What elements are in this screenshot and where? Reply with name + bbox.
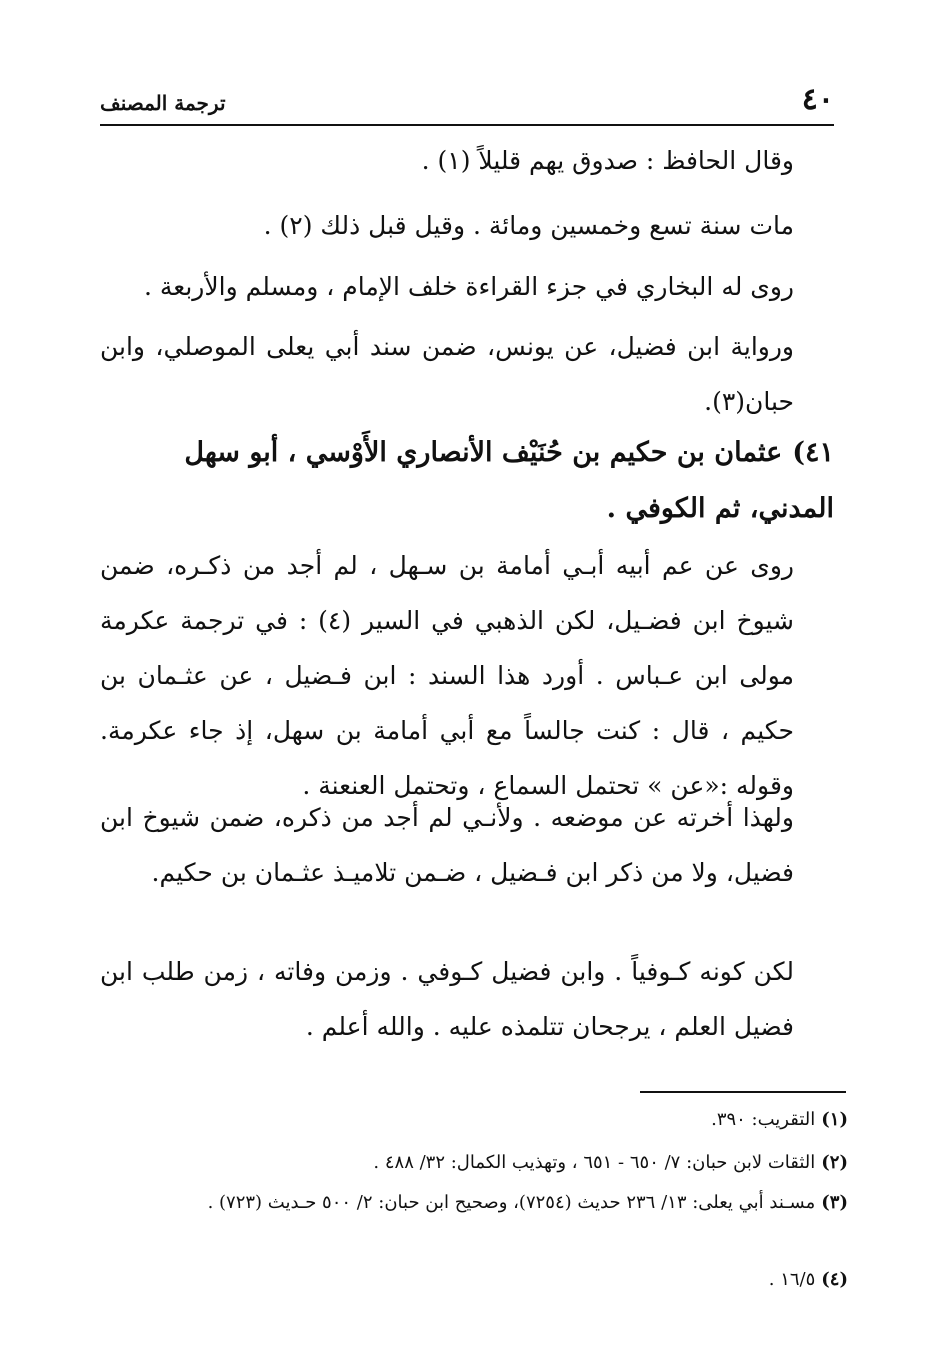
entry-heading xyxy=(100,425,834,537)
entry-number: ٤١) xyxy=(792,437,834,468)
footnote-3 xyxy=(100,1185,848,1221)
footnote-number: (٢) xyxy=(821,1152,848,1173)
running-title: ترجمة المصنف xyxy=(100,91,226,115)
footnote-text: مسـند أبي يعلى: ١٣/ ٢٣٦ حديث (٧٢٥٤)، وصحيح ابن حبان: ٢/ ٥٠٠ حـديث (٧٢٣) . xyxy=(207,1192,816,1213)
paragraph-narrated-from: روى عن عم أبيه أبـي أمامة بن سـهل ، لم أجد من ذكـره، ضمن شيوخ ابن فضـيل، لكن الذهبي في السير (٤) : في ترجمة عكرمة مولى ابن عـباس . أورد هذا السند : ابن فـضيل ، عن عثـمان بن حكيم ، قال : كنت جالساً مع أبي أمامة بن سهل، إذ جاء عكرمة. وقوله :«عن » تحتمل السماع ، وتحتمل العنعنة . xyxy=(100,551,794,800)
entry-title: عثمان بن حكيم بن حُنَيْف الأنصاري الأَوْسي ، أبو سهل المدني، ثم الكوفي . xyxy=(184,437,834,524)
footnote-2 xyxy=(100,1145,848,1181)
paragraph-hafiz-saying: وقال الحافظ : صدوق يهم قليلاً (١) . xyxy=(421,146,794,175)
footnote-4 xyxy=(100,1262,848,1298)
footnote-number: (٤) xyxy=(821,1269,848,1290)
paragraph-death-year: مات سنة تسع وخمسين ومائة . وقيل قبل ذلك (٢) . xyxy=(263,211,794,240)
paragraph-ibn-fudayl-narration: ورواية ابن فضيل، عن يونس، ضمن سند أبي يعلى الموصلي، وابن حبان(٣). xyxy=(100,332,794,416)
footnote-number: (١) xyxy=(821,1109,848,1130)
footnote-text: الثقات لابن حبان: ٧/ ٦٥٠ - ٦٥١ ، وتهذيب الكمال: ٣٢/ ٤٨٨ . xyxy=(373,1152,816,1173)
paragraph-narrated-by: روى له البخاري في جزء القراءة خلف الإمام ، ومسلم والأربعة . xyxy=(143,272,794,301)
page-header xyxy=(100,82,834,126)
paragraph-reason-delay: ولهذا أخرته عن موضعه . ولأنـي لم أجد من ذكره، ضمن شيوخ ابن فضيل، ولا من ذكر ابن فـضيل ، ضـمن تلاميـذ عثـمان بن حكيم. xyxy=(100,803,794,887)
footnote-1 xyxy=(100,1102,848,1138)
paragraph-conclusion: لكن كونه كـوفياً . وابن فضيل كـوفي . وزمن وفاته ، زمن طلب ابن فضيل العلم ، يرجحان تتلمذه عليه . والله أعلم . xyxy=(100,957,794,1041)
page-number: ٤٠ xyxy=(801,82,834,117)
footnote-separator xyxy=(640,1091,846,1093)
footnote-number: (٣) xyxy=(821,1192,848,1213)
footnote-text: التقريب: ٣٩٠. xyxy=(711,1109,816,1130)
footnote-text: ١٦/٥ . xyxy=(768,1269,816,1290)
